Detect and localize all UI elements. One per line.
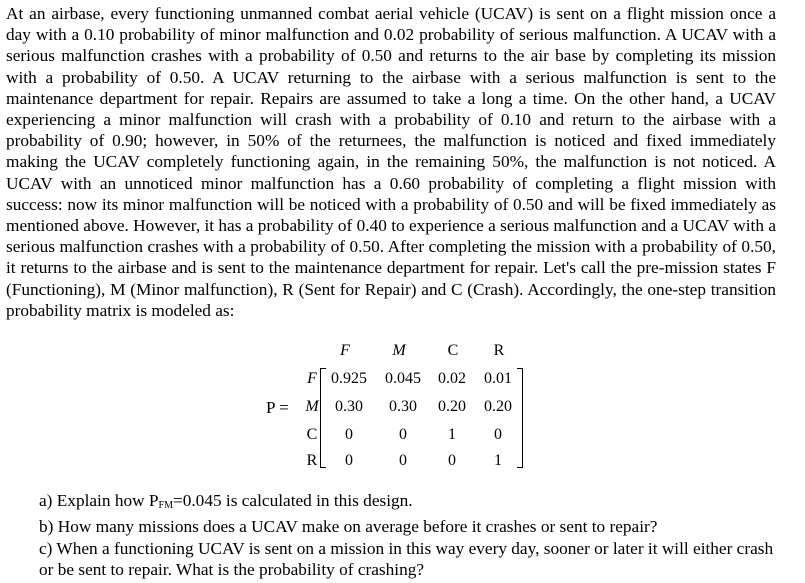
matrix-row-label: R	[306, 452, 318, 469]
matrix-cell: 0	[494, 426, 502, 443]
matrix-cell: 0	[399, 452, 407, 469]
question-b: b) How many missions does a UCAV make on average before it crashes or sent to repair?	[39, 517, 658, 537]
question-c: c) When a functioning UCAV is sent on a mission in this way every day, sooner or later it will either crash or be sent to repair. What is the probability of crashing?	[39, 538, 774, 579]
matrix-row-label: C	[306, 426, 318, 443]
matrix-cell: 0.045	[385, 370, 421, 387]
matrix-col-label: R	[493, 342, 505, 359]
matrix-cell: 0.20	[484, 398, 512, 415]
question-a	[39, 490, 784, 516]
questions	[39, 490, 784, 580]
matrix-cell: 0.925	[331, 370, 367, 387]
question-a-prefix: a) Explain how P	[39, 491, 159, 510]
matrix-cell: 0.02	[438, 370, 466, 387]
matrix-row-label: M	[305, 398, 319, 415]
matrix-cell: 0.30	[389, 398, 417, 415]
matrix-cell: 1	[448, 426, 456, 443]
matrix-cell: 0	[345, 426, 353, 443]
matrix-cell: 1	[494, 452, 502, 469]
matrix-col-label: F	[340, 342, 350, 359]
matrix-symbol: P =	[266, 398, 289, 417]
matrix-cell: 0	[399, 426, 407, 443]
matrix-cell: 0.01	[484, 370, 512, 387]
matrix-cell: 0.20	[438, 398, 466, 415]
problem-statement: At an airbase, every functioning unmanned combat aerial vehicle (UCAV) is sent on a flight mission once a day with a 0.10 probability of minor malfunction and 0.02 probability of serious malfunction. A UCAV with a serious malfunction crashes with a probability of 0.50 and returns to the air base by completing its mission with a probability of 0.50. A UCAV returning to the airbase with a serious malfunction is sent to the maintenance department for repair. Repairs are assumed to take a long a time. On the other hand, a UCAV experiencing a minor malfunction will crash with a probability of 0.10 and return to the airbase with a probability of 0.90; however, in 50% of the returnees, the malfunction is noticed and fixed immediately making the UCAV completely functioning again, in the remaining 50%, the malfunction is not noticed. A UCAV with an unnoticed minor malfunction has a 0.60 probability of completing a flight mission with success: now its minor malfunction will be noticed with a probability of 0.50 and will be fixed immediately as mentioned above. However, it has a probability of 0.40 to experience a serious malfunction and a UCAV with a serious malfunction crashes with a probability of 0.50. After completing the mission with a probability of 0.50, it returns to the airbase and is sent to the maintenance department for repair. Let's call the pre-mission states F (Functioning), M (Minor malfunction), R (Sent for Repair) and C (Crash). Accordingly, the one-step transition probability matrix is modeled as:	[6, 4, 776, 320]
matrix-col-label: M	[392, 342, 406, 359]
question-a-subscript: FM	[158, 500, 173, 511]
matrix-cell: 0	[448, 452, 456, 469]
question-a-suffix: =0.045 is calculated in this design.	[172, 491, 413, 510]
matrix-cell: 0	[345, 452, 353, 469]
matrix-cell: 0.30	[335, 398, 363, 415]
matrix-row-label: F	[307, 370, 317, 387]
matrix-col-label: C	[447, 342, 459, 359]
transition-matrix	[266, 342, 526, 467]
